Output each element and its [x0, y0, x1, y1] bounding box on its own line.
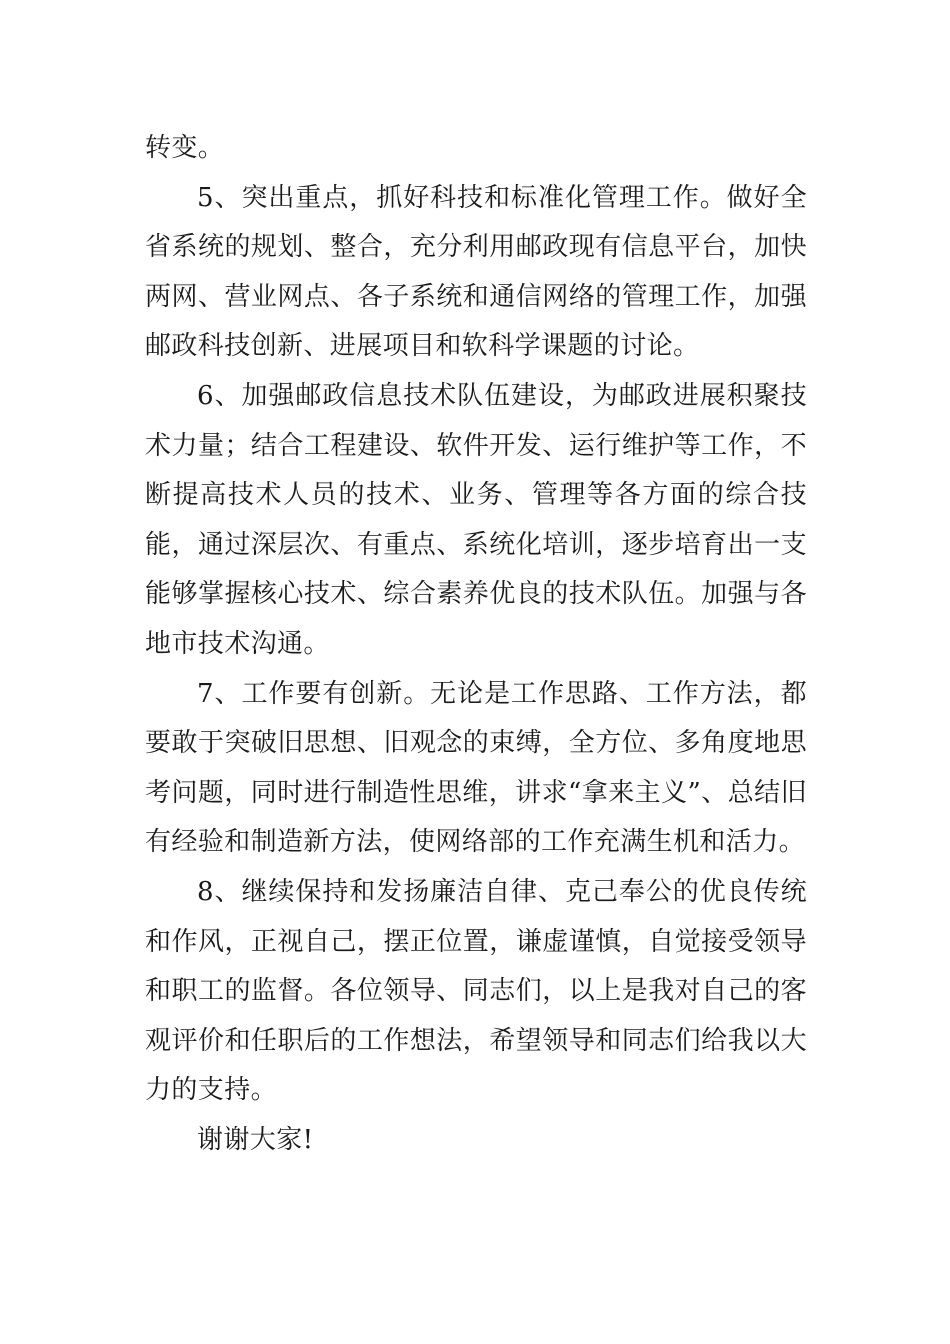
- paragraph-item-7: 7、工作要有创新。无论是工作思路、工作方法，都要敢于突破旧思想、旧观念的束缚，全方位、多角度地思考问题，同时进行制造性思维，讲求“拿来主义”、总结旧有经验和制造新方法，使网络部的工作充满生机和活力。: [145, 678, 807, 858]
- paragraph-item-5: 5、突出重点，抓好科技和标准化管理工作。做好全省系统的规划、整合，充分利用邮政现有信息平台，加快两网、营业网点、各子系统和通信网络的管理工作，加强邮政科技创新、进展项目和软科学课题的讨论。: [145, 182, 807, 362]
- paragraph-item-6: 6、加强邮政信息技术队伍建设，为邮政进展积聚技术力量；结合工程建设、软件开发、运行维护等工作，不断提高技术人员的技术、业务、管理等各方面的综合技能，通过深层次、有重点、系统化培训，逐步培育出一支能够掌握核心技术、综合素养优良的技术队伍。加强与各地市技术沟通。: [145, 380, 807, 659]
- document-body: [145, 124, 807, 1165]
- paragraph-closing: 谢谢大家!: [197, 1124, 314, 1155]
- paragraph-continuation: 转变。: [145, 133, 225, 163]
- paragraph-item-8: 8、继续保持和发扬廉洁自律、克己奉公的优良传统和作风，正视自己，摆正位置，谦虚谨慎，自觉接受领导和职工的监督。各位领导、同志们，以上是我对自己的客观评价和任职后的工作想法，希望领导和同志们给我以大力的支持。: [145, 876, 807, 1106]
